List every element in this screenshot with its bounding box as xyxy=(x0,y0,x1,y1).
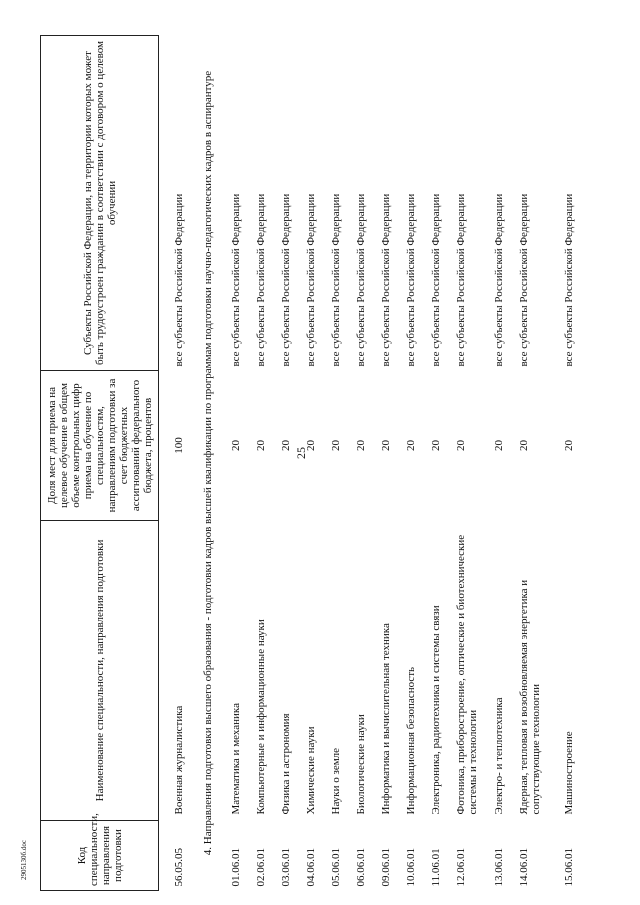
table-row xyxy=(515,36,553,891)
section-heading: 4. Направления подготовки высшего образования - подготовки кадров высшей квалификации по программам подготовки научно-педагогических кадров в аспирантуре xyxy=(202,70,214,856)
page-number: 25 xyxy=(294,447,308,459)
row-share: 20 xyxy=(230,440,242,451)
row-code: 02.06.01 xyxy=(255,848,267,887)
section-heading-row xyxy=(198,36,220,891)
row-code: 03.06.01 xyxy=(280,848,292,887)
row-code: 11.06.01 xyxy=(430,848,442,887)
row-code: 04.06.01 xyxy=(305,848,317,887)
row-share: 100 xyxy=(173,437,185,454)
row-subjects: все субъекты Российской Федерации xyxy=(493,193,505,367)
table-row xyxy=(452,36,490,891)
row-subjects: все субъекты Российской Федерации xyxy=(255,193,267,367)
row-name: Электро- и теплотехника xyxy=(493,697,505,815)
rotated-table-sheet xyxy=(40,36,600,891)
table-row xyxy=(352,36,377,891)
table-row xyxy=(220,36,252,891)
row-subjects: все субъекты Российской Федерации xyxy=(173,193,185,367)
row-code: 09.06.01 xyxy=(380,848,392,887)
row-code: 10.06.01 xyxy=(405,848,417,887)
row-subjects: все субъекты Российской Федерации xyxy=(280,193,292,367)
row-code: 15.06.01 xyxy=(563,848,575,887)
row-code: 14.06.01 xyxy=(518,848,530,887)
table-row xyxy=(490,36,515,891)
header-name: Наименование специальности, направления подготовки xyxy=(41,521,159,821)
row-subjects: все субъекты Российской Федерации xyxy=(405,193,417,367)
table-row xyxy=(427,36,452,891)
header-code: Код специальности, направления подготовки xyxy=(41,821,159,891)
row-share: 20 xyxy=(280,440,292,451)
row-name: Науки о земле xyxy=(330,747,342,815)
file-reference: 2905130б.doc xyxy=(20,840,28,880)
table-row xyxy=(377,36,402,891)
row-name: Химические науки xyxy=(305,726,317,815)
row-code: 06.06.01 xyxy=(355,848,367,887)
row-subjects: все субъекты Российской Федерации xyxy=(230,193,242,367)
row-name: Военная журналистика xyxy=(173,705,185,815)
row-share: 20 xyxy=(255,440,267,451)
row-share: 20 xyxy=(455,440,467,451)
row-code: 01.06.01 xyxy=(230,848,242,887)
header-subjects: Субъекты Российской Федерации, на территории которых может быть трудоустроен гражданин в соответствии с договором о целевом обучении xyxy=(41,36,159,371)
row-name: Математика и механика xyxy=(230,703,242,815)
row-name: Ядерная, тепловая и возобновляемая энергетика и сопутствующие технологии xyxy=(518,579,542,815)
row-share: 20 xyxy=(563,440,575,451)
row-subjects: все субъекты Российской Федерации xyxy=(330,193,342,367)
row-name: Фотоника, приборостроение, оптические и биотехнические системы и технологии xyxy=(455,534,479,815)
row-name: Физика и астрономия xyxy=(280,713,292,815)
row-name: Машиностроение xyxy=(563,731,575,815)
row-share: 20 xyxy=(405,440,417,451)
row-share: 20 xyxy=(305,440,317,451)
row-code: 13.06.01 xyxy=(493,848,505,887)
row-subjects: все субъекты Российской Федерации xyxy=(355,193,367,367)
table-row xyxy=(327,36,352,891)
row-code: 05.06.01 xyxy=(330,848,342,887)
row-share: 20 xyxy=(430,440,442,451)
table-row xyxy=(252,36,277,891)
table-row xyxy=(553,36,585,891)
row-share: 20 xyxy=(330,440,342,451)
row-share: 20 xyxy=(518,440,530,451)
row-subjects: все субъекты Российской Федерации xyxy=(380,193,392,367)
table-row xyxy=(402,36,427,891)
row-subjects: все субъекты Российской Федерации xyxy=(518,193,530,367)
row-subjects: все субъекты Российской Федерации xyxy=(305,193,317,367)
row-subjects: все субъекты Российской Федерации xyxy=(563,193,575,367)
row-name: Электроника, радиотехника и системы связи xyxy=(430,605,442,815)
table-header-row xyxy=(41,36,159,891)
table-row xyxy=(159,36,199,891)
row-code: 12.06.01 xyxy=(455,848,467,887)
row-code: 56.05.05 xyxy=(173,848,185,887)
row-subjects: все субъекты Российской Федерации xyxy=(430,193,442,367)
row-share: 20 xyxy=(380,440,392,451)
table-row xyxy=(302,36,327,891)
row-subjects: все субъекты Российской Федерации xyxy=(455,193,467,367)
row-name: Информационная безопасность xyxy=(405,666,417,815)
quota-table xyxy=(40,35,585,891)
row-name: Информатика и вычислительная техника xyxy=(380,623,392,815)
row-share: 20 xyxy=(493,440,505,451)
row-name: Биологические науки xyxy=(355,714,367,815)
header-share: Доля мест для приема на целевое обучение в общем объеме контрольных цифр приема на обучение по специальностям, направлениям подготовки за счет бюджетных ассигнований федерального бюджета, процентов xyxy=(41,371,159,521)
row-share: 20 xyxy=(355,440,367,451)
table-row xyxy=(277,36,302,891)
row-name: Компьютерные и информационные науки xyxy=(255,619,267,815)
